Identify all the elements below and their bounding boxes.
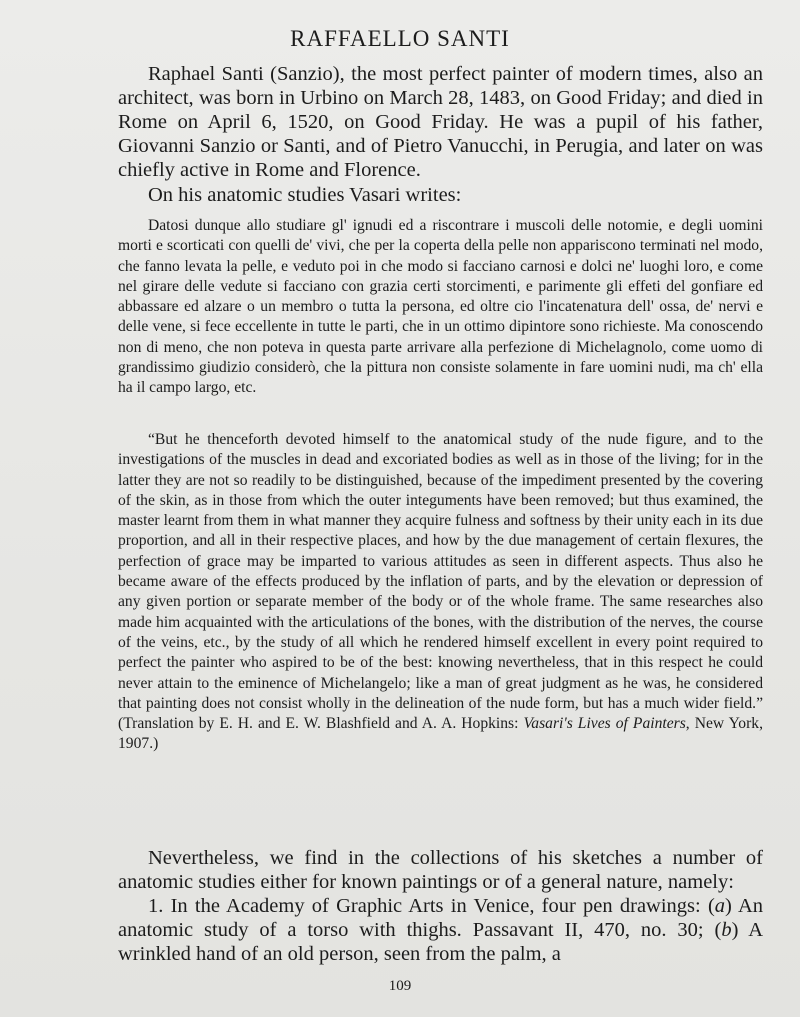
- item-1-paragraph: [118, 894, 763, 966]
- item-1-end: ) A wrinkled hand of an old person, seen from the palm, a: [118, 919, 764, 965]
- page-title: RAFFAELLO SANTI: [290, 26, 510, 51]
- item-1-b-letter: b: [721, 919, 732, 941]
- translation-title: Vasari's Lives of Painters: [523, 715, 686, 733]
- translation-prefix: (Translation by E. H. and E. W. Blashfield and A. A. Hopkins:: [118, 715, 524, 733]
- translation-suffix: , New York, 1907.): [118, 715, 763, 753]
- vasari-lead-paragraph: On his anatomic studies Vasari writes:: [148, 184, 462, 206]
- item-1-mid: ) An anatomic study of a torso with thighs. Passavant II, 470, no. 30; (: [118, 895, 764, 941]
- page-number: 109: [388, 978, 412, 994]
- english-quote-block: [118, 430, 763, 755]
- item-1-start: 1. In the Academy of Graphic Arts in Venice, four pen drawings: (: [148, 895, 715, 917]
- english-quote-text: “But he thenceforth devoted himself to the anatomical study of the nude figure, and to the investigations of the muscles in dead and excoriated bodies as well as in those of the living; for in the latter they are not so readily to be distinguished, because of the impediment presented by the covering of the skin, as in those from which the outer integuments have been removed; but thus examined, the master learnt from them in what manner they acquire fulness and softness by their unity each in its due proportion, and all in their respective places, and how by the due management of certain flexures, the perfection of grace may be imparted to various attitudes as seen in different aspects. Thus also he became aware of the effects produced by the inflation of parts, and by the elevation or depression of any given portion or separate member of the body or of the whole frame. The same researches also made him acquainted with the articulations of the bones, with the distribution of the nerves, the course of the veins, etc., by the study of all which he rendered himself excellent in every point required to perfect the painter who aspired to be of the best: knowing nevertheless, that in this respect he could never attain to the eminence of Michelangelo; like a man of great judgment as he was, he considered that painting does not consist wholly in the delineation of the nude form, but has a much wider field.”: [118, 431, 763, 712]
- nevertheless-paragraph: Nevertheless, we find in the collections of his sketches a number of anatomic studies either for known paintings or of a general nature, namely:: [118, 847, 763, 893]
- item-1-a-letter: a: [714, 895, 726, 917]
- intro-paragraph: Raphael Santi (Sanzio), the most perfect painter of modern times, also an architect, was born in Urbino on March 28, 1483, on Good Friday; and died in Rome on April 6, 1520, on Good Friday. He was a pupil of his father, Giovanni Sanzio or Santi, and of Pietro Vanucchi, in Perugia, and later on was chiefly active in Rome and Florence.: [118, 63, 763, 181]
- italian-quote-paragraph: Datosi dunque allo studiare gl' ignudi ed a riscontrare i muscoli delle notomie, e degli uomini morti e scorticati con quelli de' vivi, che per la coperta della pelle non appariscono terminati nel modo, che fanno levata la pelle, e veduto poi in che modo si facciano carnosi e dolci ne' luoghi loro, e come nel girare delle vedute si facciano con grazia certi storcimenti, e parimente gli effeti del gonfiare ed abbassare ed alzare o un membro o tutta la persona, ed oltre cio l'incatenatura dell' ossa, de' nervi e delle vene, si fece eccellente in tutte le parti, che in un ottimo dipintore sono richieste. Ma conoscendo non di meno, che non poteva in questa parte arrivare alla perfezione di Michelagnolo, come uomo di grandissimo giudizio considerò, che la pittura non consiste solamente in fare uomini nudi, ma ch' ella ha il campo largo, etc.: [118, 217, 763, 397]
